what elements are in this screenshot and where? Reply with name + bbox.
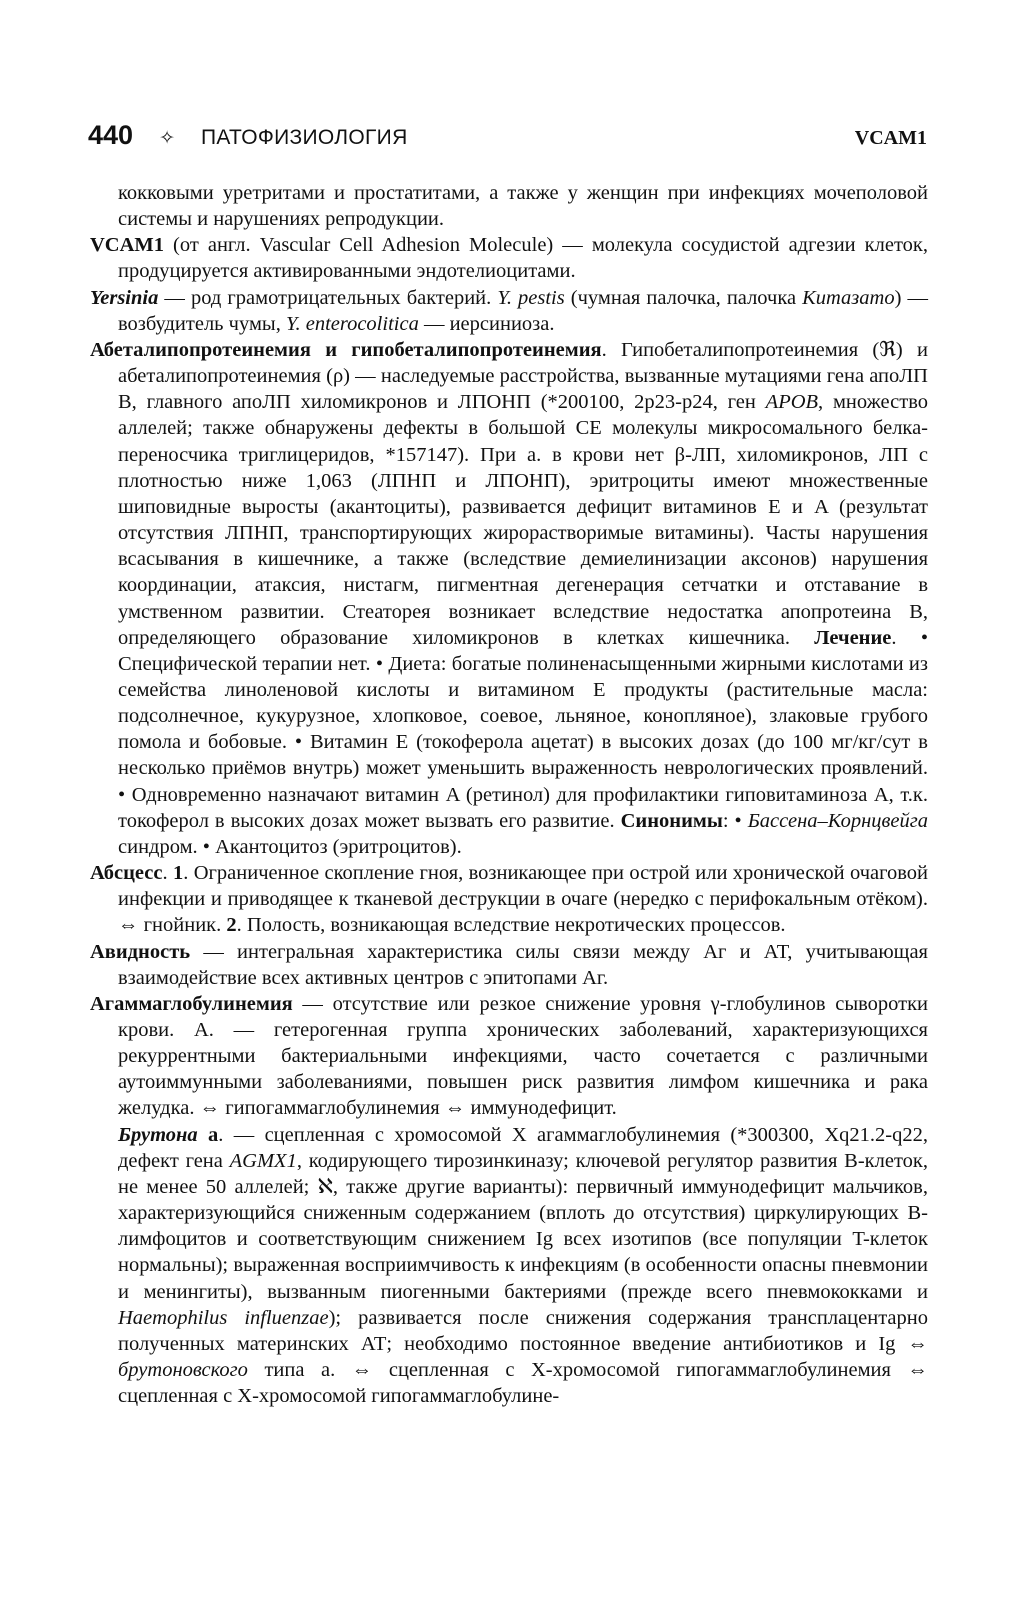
text-run: синдром. • Акантоцитоз (эритроцитов).: [118, 835, 462, 858]
text-run: . — сцепленная с хромосомой X агаммаглобулинемия (*300300, Xq21.2-q22, дефект гена: [118, 1123, 929, 1172]
dictionary-entry: [90, 939, 928, 991]
text-run: ) — возбудитель чумы,: [118, 286, 928, 335]
ornament-icon: ✧: [159, 128, 175, 149]
bold-term: Абеталипопротеинемия и гипобеталипопротеинемия: [90, 338, 602, 361]
text-run: .: [162, 862, 173, 885]
text-run: , кодирующего тирозинкиназу; ключевой регулятор развития B-клеток, не менее 50 аллелей; ℵ, также другие варианты): первичный иммунодефицит мальчиков, характеризующийся сниженным содержанием (вплоть до отсутствия) циркулирующих B-лимфоцитов и соответствующим снижением Ig всех изотипов (все популяции T-клеток нормальны); выраженная восприимчивость к инфекциям (в особенности опасны пневмонии и менингиты), вызванным пиогенными бактериями (прежде всего пневмококками и: [118, 1149, 928, 1303]
running-head: VCAM1: [854, 127, 927, 149]
text-run: . Ограниченное скопление гноя, возникающее при острой или хронической очаговой инфекции и приводящее к тканевой деструкции в очаге (нередко с перифокальным отёком). ⇔ гнойник.: [118, 862, 929, 937]
text-run: (чумная палочка, палочка: [564, 286, 803, 309]
text-run: — интегральная характеристика силы связи между Аг и АТ, учитывающая взаимодействие всех активных центров с эпитопами Аг.: [118, 940, 928, 989]
bold-term: Абсцесс: [90, 862, 163, 885]
italic-term: Y. enterocolitica: [285, 312, 419, 335]
text-run: — отсутствие или резкое снижение уровня γ-глобулинов сыворотки крови. А. — гетерогенная группа хронических заболеваний, характеризующихся рекуррентными бактериальными инфекциями, часто сочетается с различными аутоиммунными заболеваниями, повышен риск развития лимфом кишечника и рака желудка. ⇔ гипогаммаглобулинемия ⇔ иммунодефицит.: [118, 992, 928, 1120]
dictionary-entry: [90, 232, 928, 284]
continuation-paragraph: [90, 180, 928, 232]
bold-term: 2: [226, 914, 237, 937]
italic-term: брутоновского: [118, 1359, 248, 1382]
dictionary-body: [90, 180, 928, 1409]
italic-term: Бассена–Корнцвейга: [747, 809, 929, 832]
bold-term: Агаммаглобулинемия: [90, 992, 293, 1015]
dictionary-entry: [90, 285, 928, 337]
dictionary-subentry: [90, 1122, 928, 1410]
text-run: — иерсиниоза.: [418, 312, 555, 335]
text-run: (от англ. Vascular Cell Adhesion Molecule) — молекула сосудистой адгезии клеток, продуцируется активированными эндотелиоцитами.: [118, 234, 928, 283]
page-number: 440: [88, 120, 134, 150]
text-run: — род грамотрицательных бактерий.: [158, 286, 498, 309]
text-run: Yersinia: [90, 286, 159, 309]
italic-term: Китазато: [802, 286, 895, 309]
text-run: , множество аллелей; также обнаружены дефекты в большой СЕ молекулы микросомального белка-переносчика триглицеридов, *157147). При а. в крови нет β-ЛП, хиломикронов, ЛП с плотностью ниже 1,063 (ЛПНП и ЛПОНП), эритроциты имеют множественные шиповидные выросты (акантоциты), развивается дефицит витаминов E и A (результат отсутствия ЛПНП, транспортирующих жирорастворимые витамины). Часты нарушения всасывания в кишечнике, а также (вследствие демиелинизации аксонов) нарушения координации, атаксия, нистагм, пигментная дегенерация сетчатки и отставание в умственном развитии. Стеаторея возникает вследствие недостатка апопротеина B, определяющего образование хиломикронов в клетках кишечника.: [118, 391, 928, 649]
dictionary-entry: [90, 337, 928, 860]
text-run: кокковыми уретритами и простатитами, а также у женщин при инфекциях мочеполовой системы и нарушениях репродукции.: [118, 182, 928, 231]
text-run: : •: [722, 809, 748, 832]
bold-term: 1: [172, 862, 184, 885]
bold-term: VCAM1: [90, 234, 165, 257]
text-run: типа а. ⇔ сцепленная с X-хромосомой гипогаммаглобулинемия ⇔ сцепленная с X-хромосомой гипогаммаглобулине-: [118, 1359, 928, 1408]
page-header: [88, 120, 927, 154]
italic-term: APOB: [765, 391, 819, 414]
text-run: . Полость, возникающая вследствие некротических процессов.: [236, 914, 786, 937]
dictionary-entry: [90, 860, 928, 938]
bold-term: Авидность: [90, 940, 191, 963]
italic-term: Y. pestis: [497, 286, 565, 309]
section-title: ПАТОФИЗИОЛОГИЯ: [200, 126, 408, 149]
bold-term: Лечение: [814, 626, 892, 649]
text-run: . Гипобеталипопротеинемия (ℜ) и абеталипопротеинемия (ρ) — наследуемые расстройства, вызванные мутациями гена апоЛП B, главного апоЛП хиломикронов и ЛПОНП (*200100, 2p23-p24, ген: [118, 338, 928, 414]
italic-term: Haemophilus influenzae: [118, 1306, 329, 1329]
bold-term: Синонимы: [620, 809, 723, 832]
bold-term: а: [208, 1123, 219, 1146]
dictionary-entry: [90, 991, 928, 1122]
bold-italic-run: [90, 287, 158, 309]
bold-italic-run: [118, 1124, 198, 1146]
text-run: [198, 1124, 208, 1146]
italic-term: AGMX1: [229, 1149, 297, 1172]
text-run: . • Специфической терапии нет. • Диета: богатые полиненасыщенными жирными кислотами из семейства линоленовой кислоты и витамином E продукты (растительные масла: подсолнечное, кукурузное, хлопковое, соевое, льняное, конопляное), злаковые грубого помола и бобовые. • Витамин E (токоферола ацетат) в высоких дозах (до 100 мг/кг/сут в несколько приёмов внутрь) может уменьшить выраженность неврологических проявлений. • Одновременно назначают витамин A (ретинол) для профилактики гиповитаминоза A, т.к. токоферол в высоких дозах может вызвать его развитие.: [118, 626, 928, 832]
text-run: ); развивается после снижения содержания трансплацентарно полученных материнских АТ; необходимо постоянное введение антибиотиков и Ig ⇔: [118, 1306, 928, 1355]
text-run: Брутона: [118, 1123, 198, 1146]
